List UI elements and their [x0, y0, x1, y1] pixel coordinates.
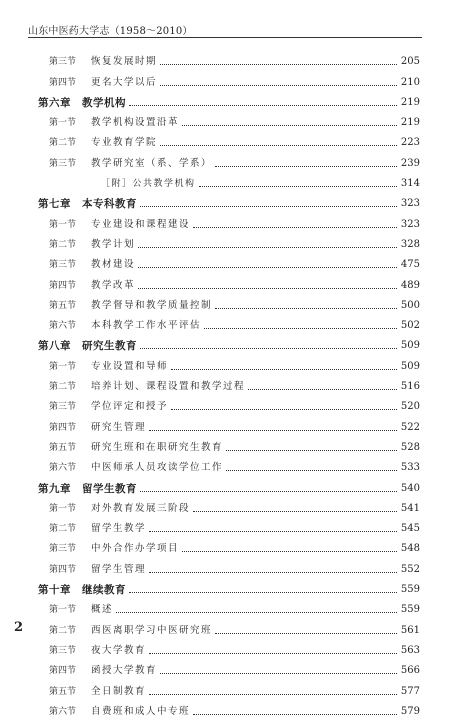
toc-section-number: 第二节 [49, 625, 77, 636]
toc-note-entry [38, 170, 420, 190]
toc-section-number: 第四节 [49, 666, 77, 677]
toc-section-entry [38, 393, 420, 413]
toc-page-number: 219 [400, 117, 420, 129]
toc-section-number: 第六节 [49, 321, 77, 332]
toc-page-number: 314 [400, 178, 420, 190]
toc-section-entry [38, 555, 420, 575]
toc-entry-title: 更名大学以后 [91, 76, 158, 88]
toc-entry-title: 恢复发展时期 [91, 56, 158, 68]
toc-entry-title: 专业设置和导师 [91, 360, 169, 372]
toc-page-number: 239 [400, 157, 420, 169]
toc-section-entry [38, 637, 420, 657]
toc-page-number: 516 [400, 381, 420, 393]
toc-section-number: 第三节 [49, 645, 77, 656]
toc-dot-leader [138, 267, 397, 268]
toc-entry-title: 研究生管理 [91, 421, 147, 433]
toc-section-entry [38, 109, 420, 129]
toc-entry-title: 第八章 研究生教育 [38, 340, 137, 353]
toc-page-number: 528 [400, 441, 420, 453]
toc-page-number: 579 [400, 705, 420, 717]
toc-dot-leader [226, 470, 397, 471]
toc-dot-leader [129, 592, 397, 593]
toc-dot-leader [171, 409, 397, 410]
toc-page-number: 500 [400, 299, 420, 311]
toc-chapter-entry [38, 190, 420, 210]
toc-entry-title: 留学生管理 [91, 563, 147, 575]
toc-section-number: 第一节 [49, 118, 77, 129]
toc-dot-leader [149, 694, 397, 695]
toc-section-number: 第四节 [49, 77, 77, 88]
toc-section-entry [38, 413, 420, 433]
toc-dot-leader [248, 389, 397, 390]
toc-entry-title: 研究生班和在职研究生教育 [91, 441, 224, 453]
toc-chapter-entry [38, 474, 420, 494]
toc-section-entry [38, 373, 420, 393]
toc-page-number: 475 [400, 259, 420, 271]
toc-section-entry [38, 231, 420, 251]
toc-section-entry [38, 515, 420, 535]
toc-page-number: 577 [400, 685, 420, 697]
toc-page-number: 563 [400, 644, 420, 656]
toc-dot-leader [138, 247, 397, 248]
toc-page-number: 566 [400, 665, 420, 677]
toc-entry-title: 专业建设和课程建设 [91, 218, 191, 230]
toc-dot-leader [226, 450, 397, 451]
toc-page-number: 219 [400, 96, 420, 108]
toc-entry-title: 留学生教学 [91, 523, 147, 535]
toc-entry-title: 第七章 本专科教育 [38, 198, 137, 211]
toc-page-number: 205 [400, 56, 420, 68]
toc-entry-title: 专业教育学院 [91, 137, 158, 149]
toc-section-number: 第二节 [49, 239, 77, 250]
toc-entry-title: 教学督导和教学质量控制 [91, 299, 213, 311]
toc-entry-title: 第十章 继续教育 [38, 584, 126, 597]
header-rule [28, 37, 422, 38]
toc-section-entry [38, 495, 420, 515]
toc-entry-title: 概述 [91, 604, 114, 616]
toc-section-entry [38, 677, 420, 697]
toc-entry-title: 全日制教育 [91, 685, 147, 697]
toc-dot-leader [129, 105, 397, 106]
toc-entry-title: 学位评定和授予 [91, 401, 169, 413]
toc-section-number: 第二节 [49, 382, 77, 393]
toc-dot-leader [215, 633, 397, 634]
toc-page-number: 561 [400, 624, 420, 636]
toc-section-number: 第五节 [49, 442, 77, 453]
toc-section-entry [38, 149, 420, 169]
toc-page-number: 223 [400, 137, 420, 149]
toc-entry-title: 本科教学工作水平评估 [91, 320, 202, 332]
toc-dot-leader [149, 653, 397, 654]
toc-dot-leader [193, 511, 397, 512]
toc-section-number: 第二节 [49, 524, 77, 535]
toc-section-entry [38, 251, 420, 271]
toc-section-number: 第一节 [49, 605, 77, 616]
toc-section-entry [38, 271, 420, 291]
toc-section-number: 第四节 [49, 564, 77, 575]
toc-section-entry [38, 68, 420, 88]
toc-dot-leader [171, 369, 397, 370]
toc-page-number: 489 [400, 279, 420, 291]
toc-dot-leader [182, 125, 397, 126]
toc-entry-title: 教材建设 [91, 259, 136, 271]
toc-page-number: 548 [400, 543, 420, 555]
toc-section-number: 第一节 [49, 503, 77, 514]
toc-section-entry [38, 596, 420, 616]
toc-section-number: 第三节 [49, 57, 77, 68]
toc-page-number: 559 [400, 604, 420, 616]
toc-section-entry [38, 535, 420, 555]
toc-section-entry [38, 434, 420, 454]
toc-page-number: 323 [400, 218, 420, 230]
toc-page-number: 509 [400, 340, 420, 352]
toc-page-number: 540 [400, 482, 420, 494]
toc-section-number: 第六节 [49, 463, 77, 474]
toc-section-number: 第三节 [49, 544, 77, 555]
toc-dot-leader [149, 531, 397, 532]
toc-dot-leader [149, 572, 397, 573]
toc-dot-leader [204, 328, 397, 329]
toc-dot-leader [140, 491, 397, 492]
toc-dot-leader [116, 612, 397, 613]
toc-page-number: 323 [400, 198, 420, 210]
toc-section-entry [38, 129, 420, 149]
toc-section-entry [38, 210, 420, 230]
toc-entry-title: 教学研究室（系、学系） [91, 157, 213, 169]
toc-page-number: 545 [400, 523, 420, 535]
toc-dot-leader [149, 430, 397, 431]
toc-entry-title: 夜大学教育 [91, 644, 147, 656]
toc-section-entry [38, 454, 420, 474]
toc-dot-leader [140, 348, 397, 349]
toc-entry-title: 教学机构设置沿革 [91, 117, 180, 129]
toc-dot-leader [160, 64, 397, 65]
toc-dot-leader [193, 714, 397, 715]
table-of-contents [38, 48, 420, 718]
toc-entry-title: 自费班和成人中专班 [91, 705, 191, 717]
toc-dot-leader [160, 85, 397, 86]
toc-section-number: 第一节 [49, 219, 77, 230]
toc-section-number: 第六节 [49, 706, 77, 717]
toc-section-entry [38, 657, 420, 677]
toc-section-number: 第一节 [49, 361, 77, 372]
toc-entry-title: ［附］公共教学机构 [101, 179, 196, 190]
toc-page-number: 533 [400, 462, 420, 474]
toc-section-number: 第四节 [49, 280, 77, 291]
toc-page-number: 520 [400, 401, 420, 413]
toc-page-number: 541 [400, 502, 420, 514]
toc-section-number: 第三节 [49, 402, 77, 413]
toc-entry-title: 教学改革 [91, 279, 136, 291]
toc-page-number: 509 [400, 360, 420, 372]
toc-section-entry [38, 352, 420, 372]
toc-section-number: 第五节 [49, 300, 77, 311]
toc-page-number: 522 [400, 421, 420, 433]
toc-section-entry [38, 616, 420, 636]
toc-chapter-entry [38, 332, 420, 352]
toc-entry-title: 西医离职学习中医研究班 [91, 624, 213, 636]
toc-chapter-entry [38, 576, 420, 596]
toc-page-number: 552 [400, 563, 420, 575]
toc-dot-leader [160, 673, 397, 674]
toc-entry-title: 中外合作办学项目 [91, 543, 180, 555]
toc-section-number: 第四节 [49, 422, 77, 433]
toc-dot-leader [140, 206, 397, 207]
toc-entry-title: 第六章 教学机构 [38, 96, 126, 109]
toc-dot-leader [215, 308, 397, 309]
toc-section-number: 第三节 [49, 158, 77, 169]
toc-dot-leader [138, 288, 397, 289]
toc-entry-title: 第九章 留学生教育 [38, 482, 137, 495]
toc-section-number: 第五节 [49, 686, 77, 697]
toc-entry-title: 对外教育发展三阶段 [91, 502, 191, 514]
running-header: 山东中医药大学志（1958～2010） [28, 26, 193, 37]
toc-page-number: 328 [400, 238, 420, 250]
toc-section-entry [38, 292, 420, 312]
toc-chapter-entry [38, 89, 420, 109]
toc-dot-leader [193, 227, 397, 228]
toc-page-number: 502 [400, 320, 420, 332]
toc-dot-leader [199, 186, 397, 187]
toc-entry-title: 中医师承人员攻读学位工作 [91, 462, 224, 474]
toc-section-number: 第二节 [49, 138, 77, 149]
page-number: 2 [14, 620, 24, 635]
toc-dot-leader [160, 145, 397, 146]
toc-section-entry [38, 48, 420, 68]
toc-entry-title: 培养计划、课程设置和教学过程 [91, 381, 246, 393]
toc-section-entry [38, 698, 420, 718]
toc-page-number: 559 [400, 584, 420, 596]
toc-section-entry [38, 312, 420, 332]
toc-dot-leader [215, 166, 397, 167]
toc-entry-title: 教学计划 [91, 238, 136, 250]
toc-section-number: 第三节 [49, 260, 77, 271]
toc-dot-leader [182, 551, 397, 552]
toc-entry-title: 函授大学教育 [91, 665, 158, 677]
toc-page-number: 210 [400, 76, 420, 88]
